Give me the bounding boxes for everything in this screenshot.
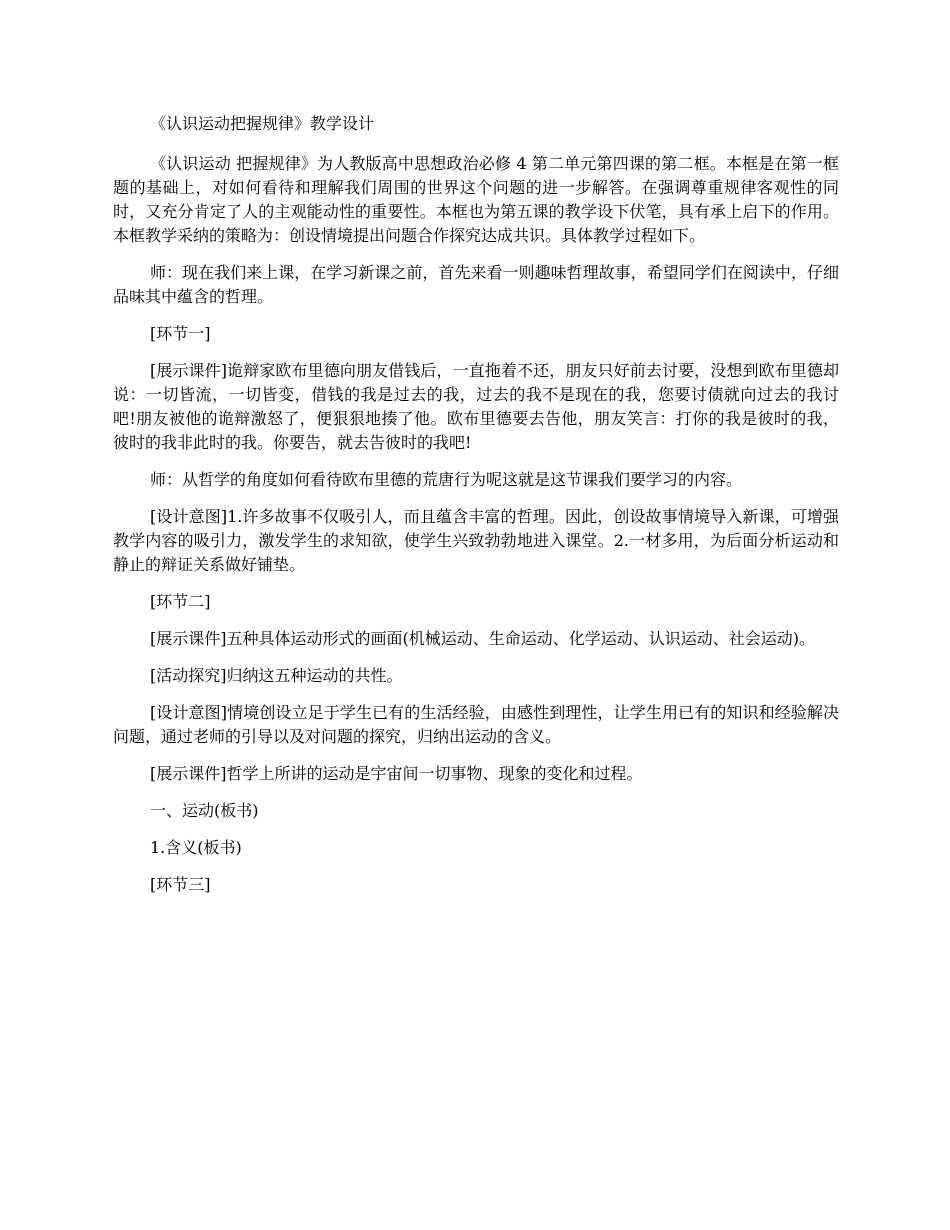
teacher-question-paragraph: 师：从哲学的角度如何看待欧布里德的荒唐行为呢这就是这节课我们要学习的内容。: [150, 470, 743, 489]
section-heading-step-2: [环节二]: [150, 592, 211, 611]
courseware-story-paragraph: [展示课件]诡辩家欧布里德向朋友借钱后，一直拖着不还，朋友只好前去讨要，没想到欧布里德却说：一切皆流，一切皆变，借钱的我是过去的我，过去的我不是现在的我，您要讨债就向过去的我讨吧!朋友被他的诡辩激怒了，便狠狠地揍了他。欧布里德要去告他，朋友笑言：打你的我是彼时的我，彼时的我非此时的我。你要告，就去告彼时的我吧!: [113, 361, 839, 452]
courseware-motion-forms-paragraph: [展示课件]五种具体运动形式的画面(机械运动、生命运动、化学运动、认识运动、社会运动)。: [150, 629, 815, 648]
document-body: [113, 112, 839, 910]
design-intent-paragraph-2: [设计意图]情境创设立足于学生已有的生活经验，由感性到理性，让学生用已有的知识和经验解决问题，通过老师的引导以及对问题的探究，归纳出运动的含义。: [113, 703, 839, 746]
section-heading-step-3: [环节三]: [150, 875, 211, 894]
courseware-definition-paragraph: [展示课件]哲学上所讲的运动是宇宙间一切事物、现象的变化和过程。: [150, 764, 643, 783]
intro-paragraph: 《认识运动 把握规律》为人教版高中思想政治必修 4 第二单元第四课的第二框。本框是在第一框题的基础上，对如何看待和理解我们周围的世界这个问题的进一步解答。在强调尊重规律客观性的同时，又充分肯定了人的主观能动性的重要性。本框也为第五课的教学设下伏笔，具有承上启下的作用。本框教学采纳的策略为：创设情境提出问题合作探究达成共识。具体教学过程如下。: [113, 154, 839, 245]
teacher-opening-paragraph: 师：现在我们来上课，在学习新课之前，首先来看一则趣味哲理故事，希望同学们在阅读中，仔细品味其中蕴含的哲理。: [113, 263, 839, 306]
board-heading-meaning: 1.含义(板书): [150, 838, 242, 857]
design-intent-paragraph-1: [设计意图]1.许多故事不仅吸引人，而且蕴含丰富的哲理。因此，创设故事情境导入新课，可增强教学内容的吸引力，激发学生的求知欲，使学生兴致勃勃地进入课堂。2.一材多用，为后面分析运动和静止的辩证关系做好铺垫。: [113, 507, 839, 574]
activity-paragraph: [活动探究]归纳这五种运动的共性。: [150, 666, 403, 685]
section-heading-step-1: [环节一]: [150, 324, 211, 343]
board-heading-motion: 一、运动(板书): [150, 801, 259, 820]
document-title: 《认识运动把握规律》教学设计: [150, 114, 375, 133]
